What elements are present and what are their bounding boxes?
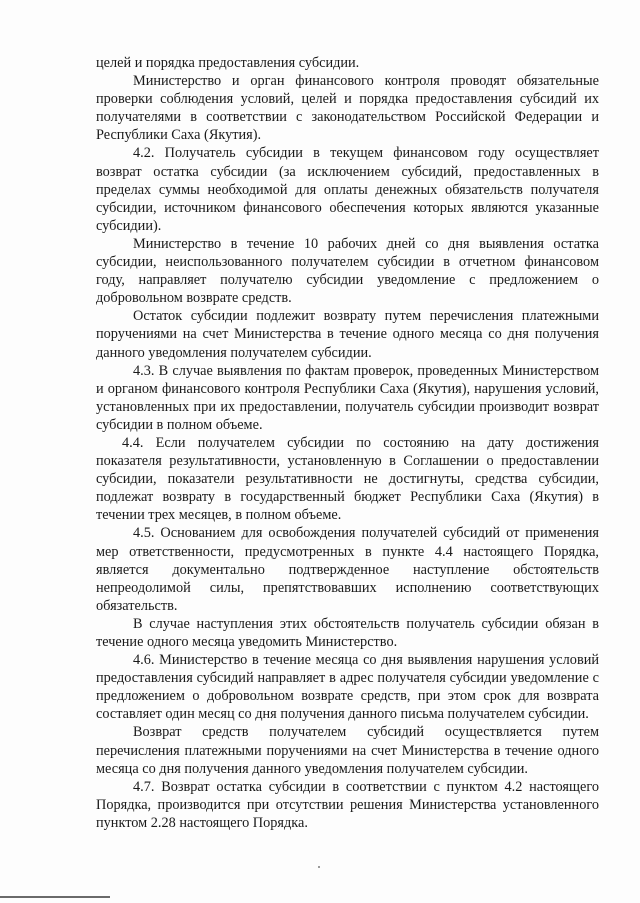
paragraph-4-4: 4.4. Если получателем субсидии по состоянию на дату достижения показателя результативности, установленную в Соглашении о предоставлении субсидии, показатели результативности не достигнуты, средства субсидии, подлежат возврату в государственный бюджет Республики Саха (Якутия) в течении трех месяцев, в полном объеме. — [96, 434, 599, 524]
scan-edge-line — [0, 896, 110, 898]
paragraph-4-6: 4.6. Министерство в течение месяца со дня выявления нарушения условий предоставления субсидий направляет в адрес получателя субсидии уведомление с предложением о добровольном возврате средств, при этом срок для возврата составляет один месяц со дня получения данного письма получателем субсидии. — [96, 652, 599, 723]
paragraph-4-2: 4.2. Получатель субсидии в текущем финансовом году осуществляет возврат остатка субсидии (за исключением субсидий, предоставленных в пределах суммы необходимой для оплаты денежных обязательств получателя субсидии, источником финансового обеспечения которых являются указанные субсидии). — [96, 145, 599, 234]
paragraph-continuation: целей и порядка предоставления субсидии. — [96, 55, 360, 71]
scan-speck — [318, 866, 320, 868]
paragraph-funds-return: Возврат средств получателем субсидий осуществляется путем перечисления платежными поручениями на счет Министерства в течение одного месяца со дня получения данного уведомления получателем субсидии. — [96, 724, 599, 777]
paragraph-control-checks: Министерство и орган финансового контроля проводят обязательные проверки соблюдения условий, целей и порядка предоставления субсидий их получателями в соответствии с законодательством Российской Федерации и Республики Саха (Якутия). — [96, 73, 599, 144]
paragraph-4-7: 4.7. Возврат остатка субсидии в соответствии с пунктом 4.2 настоящего Порядка, производится при отсутствии решения Министерства установленного пунктом 2.28 настоящего Порядка. — [96, 778, 599, 831]
document-body — [96, 54, 599, 832]
paragraph-4-3: 4.3. В случае выявления по фактам проверок, проведенных Министерством и органом финансового контроля Республики Саха (Якутия), нарушения условий, установленных при их предоставлении, получатель субсидии производит возврат субсидии в полном объеме. — [96, 362, 599, 433]
paragraph-remainder-return: Остаток субсидии подлежит возврату путем перечисления платежными поручениями на счет Министерства в течение одного месяца со дня получения данного уведомления получателем субсидии. — [96, 308, 599, 361]
paragraph-circumstances: В случае наступления этих обстоятельств получатель субсидии обязан в течение одного месяца уведомить Министерство. — [96, 615, 599, 650]
paragraph-4-5: 4.5. Основанием для освобождения получателей субсидий от применения мер ответственности, предусмотренных в пункте 4.4 настоящего Порядка, является документально подтвержденное наступление обстоятельств непреодолимой силы, препятствовавших исполнению соответствующих обязательств. — [96, 525, 599, 614]
paragraph-ministry-notice: Министерство в течение 10 рабочих дней со дня выявления остатка субсидии, неиспользованного получателем субсидии в отчетном финансовом году, направляет получателю субсидии уведомление с предложением о добровольном возврате средств. — [96, 235, 599, 307]
